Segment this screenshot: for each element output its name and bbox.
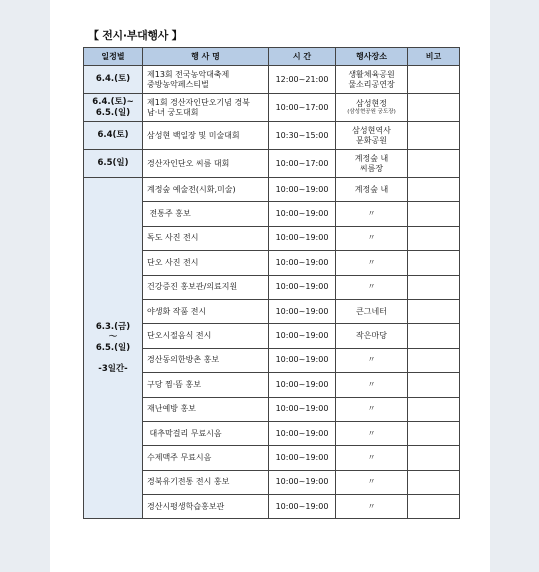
place-cell: 〃: [336, 251, 408, 275]
event-name-cell: 전통주 홍보: [143, 202, 269, 226]
date-cell-line: 6.4.(토)~: [92, 96, 134, 107]
event-name-cell-line: 남·녀 궁도대회: [147, 107, 199, 117]
table-row: [84, 94, 460, 122]
header-note: 비고: [408, 48, 460, 66]
events-table: [83, 47, 460, 519]
event-name-cell-line: 제1회 경산자인단오기념 경북: [147, 97, 250, 107]
date-cell-line: 6.5(일): [97, 158, 129, 169]
time-cell: 10:00~19:00: [269, 275, 336, 299]
date-cell: [84, 66, 143, 94]
date-cell-line: 6.4.(토): [95, 74, 131, 85]
header-place: 행사장소: [336, 48, 408, 66]
place-cell-line: 씨름장: [359, 163, 384, 173]
place-cell: 큰그네터: [336, 299, 408, 323]
date-cell-line: ～: [108, 332, 118, 343]
date-cell-line: 6.5.(일): [95, 107, 131, 118]
table-header-row: [84, 48, 460, 66]
date-cell-line: 6.5.(일): [95, 342, 131, 353]
place-cell: 〃: [336, 202, 408, 226]
place-cell-line: 삼성현정: [356, 99, 387, 109]
date-cell-line: 6.3.(금): [95, 321, 131, 332]
place-cell: 계정숲 내: [336, 178, 408, 202]
table-row: [84, 122, 460, 150]
date-cell: [84, 150, 143, 178]
event-name-cell: [143, 122, 269, 150]
place-cell: 작은마당: [336, 324, 408, 348]
place-cell: [336, 122, 408, 150]
date-cell: [84, 94, 143, 122]
date-cell-line: 6.4(토): [97, 130, 129, 141]
event-name-cell-line: 삼성현 백일장 및 미술대회: [147, 130, 240, 140]
place-cell: [336, 66, 408, 94]
place-cell: [336, 150, 408, 178]
event-name-cell-line: 중방농악페스티벌: [147, 79, 209, 89]
place-cell: 〃: [336, 348, 408, 372]
note-cell: [408, 324, 460, 348]
event-name-cell: 단오 사진 전시: [143, 251, 269, 275]
note-cell: [408, 299, 460, 323]
place-cell-line: 생활체육공원: [348, 69, 395, 79]
event-name-cell: 야생화 작품 전시: [143, 299, 269, 323]
place-cell-line: 물소리공연장: [348, 79, 395, 89]
place-cell: 〃: [336, 495, 408, 519]
event-name-cell: [143, 94, 269, 122]
event-name-cell: 대추막걸리 무료시음: [143, 421, 269, 445]
note-cell: [408, 446, 460, 470]
place-cell-line: 삼성현역사: [352, 125, 391, 135]
place-cell-line: 계정숲 내: [354, 153, 389, 163]
event-name-cell: 계정숲 예술전(시화,미술): [143, 178, 269, 202]
event-name-cell: 구당 찜·뜸 홍보: [143, 373, 269, 397]
note-cell: [408, 226, 460, 250]
place-cell-line: 문화공원: [356, 135, 387, 145]
place-cell: 〃: [336, 421, 408, 445]
event-name-cell-line: 제13회 전국농악대축제: [147, 69, 230, 79]
note-cell: [408, 150, 460, 178]
event-name-cell: 건강증진 홍보관/의료지원: [143, 275, 269, 299]
time-cell: 10:00~19:00: [269, 251, 336, 275]
place-cell: 〃: [336, 446, 408, 470]
time-cell: 10:00~19:00: [269, 397, 336, 421]
header-time: 시 간: [269, 48, 336, 66]
place-cell: 〃: [336, 275, 408, 299]
event-name-cell: 재난예방 홍보: [143, 397, 269, 421]
note-cell: [408, 94, 460, 122]
section-title: 【 전시·부대행사 】: [88, 29, 183, 42]
note-cell: [408, 348, 460, 372]
table-row: [84, 178, 460, 202]
time-cell: 10:00~19:00: [269, 299, 336, 323]
date-cell-line: -3일간-: [98, 364, 128, 375]
note-cell: [408, 66, 460, 94]
time-cell: 10:00~19:00: [269, 324, 336, 348]
time-cell: 10:00~19:00: [269, 470, 336, 494]
event-name-cell: 경북유기전통 전시 홍보: [143, 470, 269, 494]
note-cell: [408, 470, 460, 494]
time-cell: 10:00~17:00: [269, 150, 336, 178]
time-cell: 10:00~17:00: [269, 94, 336, 122]
place-cell: 〃: [336, 397, 408, 421]
note-cell: [408, 421, 460, 445]
note-cell: [408, 122, 460, 150]
event-name-cell: 경산동의한방촌 홍보: [143, 348, 269, 372]
place-cell: 〃: [336, 226, 408, 250]
note-cell: [408, 251, 460, 275]
time-cell: 10:00~19:00: [269, 373, 336, 397]
date-cell: [84, 122, 143, 150]
time-cell: 10:00~19:00: [269, 421, 336, 445]
note-cell: [408, 178, 460, 202]
note-cell: [408, 397, 460, 421]
note-cell: [408, 202, 460, 226]
event-name-cell-line: 경산자인단오 씨름 대회: [147, 158, 230, 168]
note-cell: [408, 373, 460, 397]
time-cell: 10:00~19:00: [269, 226, 336, 250]
place-cell-subnote: (삼성현공원 궁도장): [347, 109, 396, 116]
place-cell: 〃: [336, 470, 408, 494]
time-cell: 10:00~19:00: [269, 446, 336, 470]
event-name-cell: [143, 66, 269, 94]
event-name-cell: 단오시절음식 전시: [143, 324, 269, 348]
note-cell: [408, 275, 460, 299]
table-row: [84, 150, 460, 178]
time-cell: 12:00~21:00: [269, 66, 336, 94]
time-cell: 10:00~19:00: [269, 495, 336, 519]
time-cell: 10:00~19:00: [269, 202, 336, 226]
event-name-cell: 경산시평생학습홍보관: [143, 495, 269, 519]
place-cell: 〃: [336, 373, 408, 397]
date-cell: [84, 178, 143, 519]
place-cell: [336, 94, 408, 122]
header-date: 일정별: [84, 48, 143, 66]
event-name-cell: [143, 150, 269, 178]
header-event-name: 행 사 명: [143, 48, 269, 66]
time-cell: 10:00~19:00: [269, 178, 336, 202]
event-name-cell: 독도 사진 전시: [143, 226, 269, 250]
time-cell: 10:00~19:00: [269, 348, 336, 372]
note-cell: [408, 495, 460, 519]
event-name-cell: 수제맥주 무료시음: [143, 446, 269, 470]
table-row: [84, 66, 460, 94]
time-cell: 10:30~15:00: [269, 122, 336, 150]
